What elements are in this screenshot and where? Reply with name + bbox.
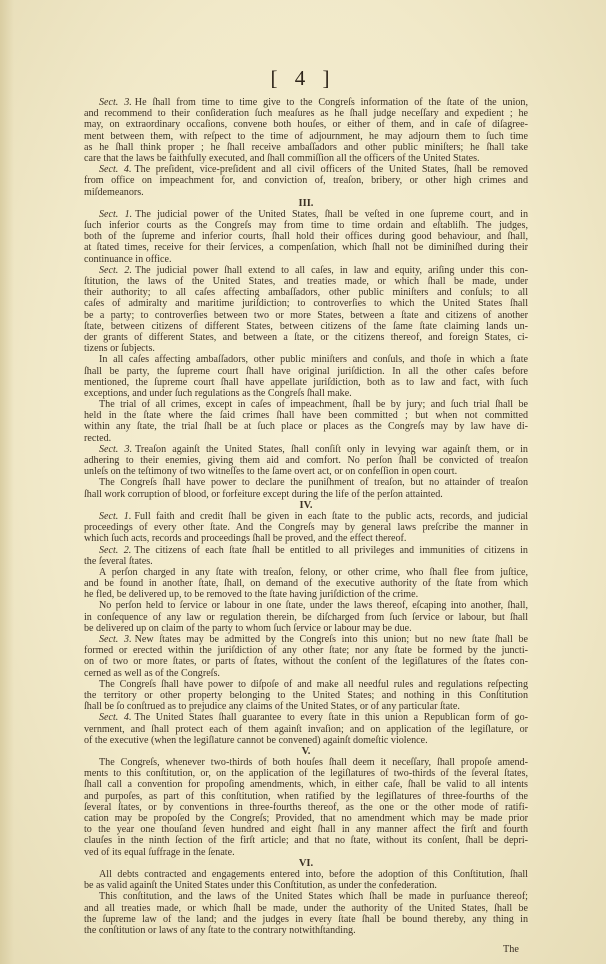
text-line bbox=[84, 354, 528, 365]
text-line bbox=[84, 231, 528, 242]
text-line bbox=[84, 119, 528, 130]
text-line bbox=[84, 712, 528, 723]
section-label: Sect. 4. bbox=[99, 164, 132, 176]
text-line bbox=[84, 891, 528, 902]
paragraph bbox=[84, 354, 528, 399]
text-line bbox=[84, 701, 528, 712]
text-line bbox=[84, 623, 528, 634]
line-text: All debts contracted and engagements entered into, before the adoption of this Conſtitution, ſhall bbox=[99, 868, 528, 880]
line-text: ved of its equal ſuffrage in the ſenate. bbox=[84, 846, 235, 858]
line-text: This conſtitution, and the laws of the United States which ſhall be made in purſuance thereof; bbox=[99, 891, 528, 903]
paragraph bbox=[84, 545, 528, 567]
text-line bbox=[84, 791, 528, 802]
line-text: and purpoſes, as part of this conſtitution, when ratified by the legiſlatures of three-fourths of the bbox=[84, 790, 528, 802]
text-line bbox=[84, 634, 528, 645]
text-line bbox=[84, 366, 528, 377]
article-heading: IV. bbox=[299, 499, 313, 511]
page-edge-shadow bbox=[0, 0, 14, 964]
text-line bbox=[84, 254, 528, 265]
article-heading: VI. bbox=[298, 857, 314, 869]
text-line bbox=[84, 477, 528, 488]
paragraph bbox=[84, 712, 528, 746]
line-text: tizens or ſubjects. bbox=[84, 343, 155, 355]
paragraph bbox=[84, 634, 528, 679]
text-line bbox=[84, 847, 528, 858]
line-text: ment between them, with reſpect to the time of adjournment, he may adjourn them to ſuch time bbox=[84, 130, 528, 142]
paragraph bbox=[84, 891, 528, 936]
text-line bbox=[84, 824, 528, 835]
text-line bbox=[84, 388, 528, 399]
text-line bbox=[84, 802, 528, 813]
text-line bbox=[84, 332, 528, 343]
paragraph bbox=[84, 209, 528, 265]
section-label: Sect. 2. bbox=[99, 544, 132, 556]
text-line bbox=[84, 835, 528, 846]
text-line bbox=[84, 679, 528, 690]
line-text: and all treaties made, or which ſhall be made, under the authority of the United States, ſhall be bbox=[84, 902, 528, 914]
text-line bbox=[84, 735, 528, 746]
paragraph bbox=[84, 164, 528, 198]
text-line bbox=[84, 455, 528, 466]
text-line bbox=[84, 410, 528, 421]
line-text: The preſident, vice-preſident and all civil officers of the United States, ſhall be removed bbox=[134, 164, 528, 176]
line-text: continuance in office. bbox=[84, 253, 172, 265]
line-text: mentioned, the ſupreme court ſhall have appellate juriſdiction, both as to law and fact, with ſuch bbox=[84, 376, 528, 388]
line-text: and recommend to their conſideration ſuch meaſures as he ſhall judge neceſſary and expedient ; he bbox=[84, 108, 528, 120]
text-line bbox=[84, 600, 528, 611]
line-text: may, on extraordinary occaſions, convene both houſes, or either of them, and in caſe of diſagree- bbox=[84, 119, 528, 131]
line-text: both of the ſupreme and inferior courts, ſhall hold their offices during good behaviour, and ſhall, bbox=[84, 231, 528, 243]
line-text: the ſupreme law of the land; and the judges in every ſtate ſhall be bound thereby, any thing in bbox=[84, 913, 528, 925]
line-text: unleſs on the teſtimony of two witneſſes to the ſame overt act, or on confeſſion in open court. bbox=[84, 466, 458, 478]
line-text: The Congreſs, whenever two-thirds of both houſes ſhall deem it neceſſary, ſhall propoſe amend- bbox=[99, 757, 528, 769]
article-heading: III. bbox=[298, 197, 314, 209]
text-line bbox=[84, 880, 528, 891]
line-text: in conſequence of any law or regulation therein, be diſcharged from ſuch ſervice or labour, but ſhall bbox=[84, 611, 528, 623]
line-text: The judicial power ſhall extend to all caſes, in law and equity, ariſing under this con- bbox=[134, 264, 528, 276]
paragraph bbox=[84, 97, 528, 164]
document-body bbox=[84, 97, 528, 936]
text-line bbox=[84, 343, 528, 354]
paragraph bbox=[84, 265, 528, 355]
text-line bbox=[84, 108, 528, 119]
line-text: of the executive (when the legiſlature cannot be convened) againſt domeſtic violence. bbox=[84, 734, 428, 746]
line-text: caſes of admiralty and maritime juriſdiction; to controverſies to which the United States ſhall bbox=[84, 298, 528, 310]
text-line bbox=[84, 209, 528, 220]
text-line bbox=[84, 321, 528, 332]
line-text: formed or erected within the juriſdiction of any other ſtate; nor any ſtate be formed by the juncti- bbox=[84, 645, 528, 657]
text-line bbox=[84, 399, 528, 410]
section-label: Sect. 1. bbox=[99, 510, 132, 522]
line-text: vernment, and ſhall protect each of them againſt invaſion; and on application of the legiſlature, or bbox=[84, 723, 528, 735]
text-line bbox=[84, 656, 528, 667]
text-line bbox=[84, 578, 528, 589]
text-line bbox=[84, 768, 528, 779]
line-text: held in the ſtate where the ſaid crimes ſhall have been committed ; but when not committed bbox=[84, 410, 528, 422]
text-line bbox=[84, 545, 528, 556]
paragraph bbox=[84, 511, 528, 545]
text-line bbox=[84, 153, 528, 164]
paragraph bbox=[84, 444, 528, 478]
line-text: The trial of all crimes, except in caſes of impeachment, ſhall be by jury; and ſuch trial ſhall be bbox=[99, 399, 528, 411]
section-label: Sect. 4. bbox=[99, 712, 132, 724]
text-line bbox=[84, 533, 528, 544]
line-text: miſdemeanors. bbox=[84, 186, 144, 198]
text-line bbox=[84, 869, 528, 880]
paragraph bbox=[84, 477, 528, 499]
text-line bbox=[84, 242, 528, 253]
section-label: Sect. 3. bbox=[99, 634, 132, 645]
line-text: In all caſes affecting ambaſſadors, other public miniſters and conſuls, and thoſe in which a ſtate bbox=[99, 354, 528, 366]
line-text: to the year one thouſand ſeven hundred and eight ſhall in any manner affect the firſt and fourth bbox=[84, 824, 528, 836]
line-text: ments to this conſtitution, or, on the application of the legiſlatures of two-thirds of the ſeveral ſtates, bbox=[84, 768, 528, 780]
text-line bbox=[84, 903, 528, 914]
text-line bbox=[84, 925, 528, 936]
line-text: at ſtated times, receive for their ſervices, a compenſation, which ſhall not be diminiſhed during their bbox=[84, 242, 528, 254]
line-text: care that the laws be faithfully executed, and ſhall commiſſion all the officers of the United States. bbox=[84, 152, 480, 164]
line-text: clauſes in the ninth ſection of the firſt article; and that no ſtate, without its conſent, ſhall be depri- bbox=[84, 835, 528, 847]
line-text: The Congreſs ſhall have power to diſpoſe of and make all needful rules and regulations reſpecting bbox=[99, 678, 528, 690]
text-line bbox=[84, 97, 528, 108]
line-text: No perſon held to ſervice or labour in one ſtate, under the laws thereof, eſcaping into another, ſhall, bbox=[99, 600, 528, 612]
line-text: as he ſhall think proper ; he ſhall receive ambaſſadors and other public miniſters; he ſhall take bbox=[84, 141, 528, 153]
text-line bbox=[84, 489, 528, 500]
line-text: ſtitution, the laws of the United States, and treaties made, or which ſhall be made, under bbox=[84, 276, 528, 287]
line-text: their authority; to all caſes affecting ambaſſadors, other public miniſters and conſuls; to all bbox=[84, 287, 528, 299]
section-label: Sect. 2. bbox=[99, 264, 132, 276]
line-text: ſhall call a convention for propoſing amendments, which, in either caſe, ſhall be valid to all intents bbox=[84, 779, 528, 791]
text-line bbox=[84, 131, 528, 142]
text-line bbox=[84, 757, 528, 768]
line-text: cation may be propoſed by the Congreſs; Provided, that no amendment which may be made prior bbox=[84, 813, 528, 824]
line-text: which ſuch acts, records and proceedings ſhall be proved, and the effect thereof. bbox=[84, 533, 407, 545]
text-line bbox=[84, 914, 528, 925]
text-line bbox=[84, 377, 528, 388]
text-line bbox=[84, 645, 528, 656]
text-line bbox=[84, 287, 528, 298]
text-line bbox=[84, 813, 528, 824]
line-text: the territory or other property belonging to the United States; and nothing in this Conſtitution bbox=[84, 689, 528, 701]
text-line bbox=[84, 612, 528, 623]
text-line bbox=[84, 522, 528, 533]
page-number: [ 4 ] bbox=[270, 66, 336, 90]
text-line bbox=[84, 779, 528, 790]
line-text: The United States ſhall guarantee to every ſtate in this union a Republican form of go- bbox=[134, 712, 528, 724]
line-text: be as valid againſt the United States under this Conſtitution, as under the confederation. bbox=[84, 880, 437, 892]
line-text: The judicial power of the United States, ſhall be veſted in one ſupreme court, and in bbox=[135, 208, 528, 220]
line-text: he fled, be delivered up, to be removed to the ſtate having juriſdiction of the crime. bbox=[84, 589, 419, 601]
text-line bbox=[84, 175, 528, 186]
line-text: the ſeveral ſtates. bbox=[84, 555, 153, 567]
paragraph bbox=[84, 600, 528, 634]
text-line bbox=[84, 589, 528, 600]
text-line bbox=[84, 556, 528, 567]
text-line bbox=[84, 567, 528, 578]
line-text: on of two or more ſtates, or parts of ſtates, without the conſent of the legiſlatures of the ſtates con- bbox=[84, 656, 528, 668]
line-text: Treaſon againſt the United States, ſhall conſiſt only in levying war againſt them, or in bbox=[135, 443, 528, 455]
paragraph bbox=[84, 399, 528, 444]
line-text: der grants of different States, and between a ſtate, or the citizens thereof, and foreign States, ci- bbox=[84, 331, 528, 343]
line-text: New ſtates may be admitted by the Congreſs into this union; but no new ſtate ſhall be bbox=[134, 634, 528, 645]
text-line bbox=[84, 444, 528, 455]
line-text: and be found in another ſtate, ſhall, on demand of the executive authority of the ſtate from which bbox=[84, 578, 528, 590]
text-line bbox=[84, 265, 528, 276]
paragraph bbox=[84, 757, 528, 858]
text-line bbox=[84, 511, 528, 522]
line-text: The citizens of each ſtate ſhall be entitled to all privileges and immunities of citizens in bbox=[134, 544, 528, 556]
line-text: ſhall be ſo conſtrued as to prejudice any claims of the United States, or of any particular ſtate. bbox=[84, 701, 460, 713]
line-text: The Congreſs ſhall have power to declare the puniſhment of treaſon, but no attainder of treaſon bbox=[99, 477, 528, 489]
section-label: Sect. 3. bbox=[99, 97, 132, 108]
catchword: The bbox=[503, 944, 519, 955]
line-text: exceptions, and under ſuch regulations as the Congreſs ſhall make. bbox=[84, 387, 352, 399]
line-text: adhering to their enemies, giving them aid and comfort. No perſon ſhall be convicted of treaſon bbox=[84, 455, 528, 466]
article-heading: V. bbox=[301, 745, 311, 757]
paragraph bbox=[84, 679, 528, 713]
text-line bbox=[84, 466, 528, 477]
line-text: from office on impeachment for, and conviction of, treaſon, bribery, or other high crimes and bbox=[84, 175, 528, 187]
line-text: He ſhall from time to time give to the Congreſs information of the ſtate of the union, bbox=[134, 97, 528, 108]
line-text: ſhall work corruption of blood, or forfeiture except during the life of the perſon attainted. bbox=[84, 488, 443, 500]
text-line bbox=[84, 187, 528, 198]
line-text: ſeveral ſtates, or by conventions in three-fourths thereof, as the one or the other mode of ratifi- bbox=[84, 801, 528, 813]
line-text: cerned as well as of the Congreſs. bbox=[84, 667, 220, 679]
paragraph bbox=[84, 869, 528, 891]
line-text: ſtate, between citizens of different States, between citizens of the ſame ſtate claiming lands un- bbox=[84, 320, 528, 332]
text-line bbox=[84, 310, 528, 321]
line-text: be a party; to controverſies between two or more States, between a ſtate and citizens of another bbox=[84, 309, 528, 321]
text-line bbox=[84, 433, 528, 444]
text-line bbox=[84, 690, 528, 701]
section-label: Sect. 1. bbox=[99, 208, 133, 220]
text-line bbox=[84, 668, 528, 679]
text-line bbox=[84, 298, 528, 309]
text-line bbox=[84, 276, 528, 287]
line-text: within any ſtate, the trial ſhall be at ſuch place or places as the Congreſs may by law have di- bbox=[84, 421, 528, 433]
line-text: rected. bbox=[84, 432, 112, 444]
text-line bbox=[84, 164, 528, 175]
line-text: the conſtitution or laws of any ſtate to the contrary notwithſtanding. bbox=[84, 924, 356, 936]
line-text: Full faith and credit ſhall be given in each ſtate to the public acts, records, and judicial bbox=[134, 510, 528, 522]
paragraph bbox=[84, 567, 528, 601]
line-text: proceedings of every other ſtate. And the Congreſs may by general laws preſcribe the manner in bbox=[84, 522, 528, 534]
line-text: A perſon charged in any ſtate with treaſon, felony, or other crime, who ſhall flee from juſtice, bbox=[99, 566, 528, 578]
text-line bbox=[84, 724, 528, 735]
text-line bbox=[84, 220, 528, 231]
line-text: be delivered up on claim of the party to whom ſuch ſervice or labour may be due. bbox=[84, 622, 412, 634]
text-line bbox=[84, 421, 528, 432]
section-label: Sect. 3. bbox=[99, 443, 133, 455]
line-text: ſuch inferior courts as the Congreſs may from time to time ordain and eſtabliſh. The judges, bbox=[84, 220, 528, 232]
text-line bbox=[84, 142, 528, 153]
line-text: ſhall be party, the ſupreme court ſhall have original juriſdiction. In all the other caſes before bbox=[84, 365, 528, 377]
